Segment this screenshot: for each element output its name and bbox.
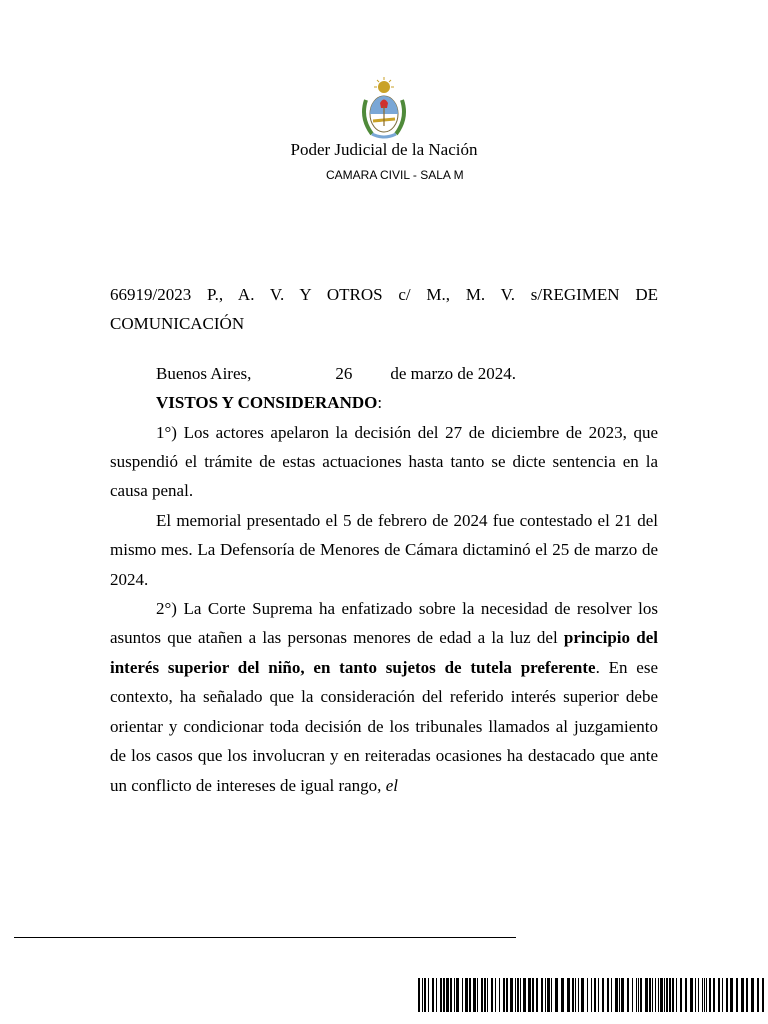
barcode-bar [547,978,550,1012]
barcode-bar [704,978,705,1012]
barcode-bar [487,978,488,1012]
document-body [110,280,658,800]
barcode-bar [456,978,459,1012]
barcode-bar [660,978,663,1012]
barcode-bar [730,978,733,1012]
barcode-bar [587,978,588,1012]
barcode-bar [440,978,442,1012]
barcode-bar [532,978,534,1012]
chamber-name: CAMARA CIVIL - SALA M [326,168,464,182]
barcode-bar [517,978,519,1012]
barcode-bar [528,978,531,1012]
barcode-bar [567,978,570,1012]
barcode-bar [751,978,754,1012]
barcode-bar [638,978,639,1012]
barcode-bar [736,978,738,1012]
barcode-bar [499,978,500,1012]
heading-text: VISTOS Y CONSIDERANDO [156,393,378,413]
barcode-bar [591,978,592,1012]
barcode-bar [649,978,651,1012]
barcode-bar [446,978,449,1012]
coat-of-arms-icon [358,76,410,142]
paragraph-3-italic: el [385,775,398,795]
barcode-bar [602,978,604,1012]
barcode-bar [672,978,674,1012]
barcode-bar [632,978,633,1012]
case-title: 66919/2023 P., A. V. Y OTROS c/ M., M. V. s/REGIMEN DE COMUNICACIÓN [110,285,658,334]
barcode-bar [432,978,434,1012]
barcode-bar [652,978,653,1012]
barcode-bar [484,978,486,1012]
footer-rule [14,937,516,938]
barcode-bar [611,978,612,1012]
barcode-bar [746,978,748,1012]
paragraph-1: 1°) Los actores apelaron la decisión del 27 de diciembre de 2023, que suspendió el trámite de estas actuaciones hasta tanto se dicte sentencia en la causa penal. [110,422,658,501]
barcode-bar [621,978,624,1012]
barcode-bar [545,978,546,1012]
sun-icon [374,77,394,93]
barcode-bar [615,978,618,1012]
barcode-bar [481,978,483,1012]
paragraph-2: El memorial presentado el 5 de febrero de 2024 fue contestado el 21 del mismo mes. La Defensoría de Menores de Cámara dictaminó el 25 de marzo de 2024. [110,510,658,589]
barcode-bar [469,978,471,1012]
barcode-bar [664,978,665,1012]
date-line [110,359,658,388]
barcode-bar [418,978,420,1012]
barcode-bar [491,978,493,1012]
barcode-bar [726,978,728,1012]
date-city: Buenos Aires, [156,363,252,383]
barcode-bar [541,978,543,1012]
barcode-bar [685,978,687,1012]
barcode-bar [506,978,508,1012]
barcode-bar [702,978,703,1012]
barcode-bar [572,978,574,1012]
barcode-bar [607,978,609,1012]
barcode-bar [428,978,429,1012]
heading-colon: : [377,393,383,413]
paragraph-3-part-a: 2°) La Corte Suprema ha enfatizado sobre la necesidad de resolver los asuntos que atañen a las personas menores de edad a la luz del [110,599,658,648]
date-rest: de marzo de 2024. [390,363,516,383]
barcode-bar [709,978,711,1012]
barcode-bar [450,978,452,1012]
barcode-bar [695,978,696,1012]
barcode-bar [722,978,723,1012]
barcode-bar [741,978,744,1012]
institution-name: Poder Judicial de la Nación [290,140,478,159]
barcode-bar [669,978,671,1012]
barcode-bar [495,978,496,1012]
barcode-bar [598,978,599,1012]
barcode-bar [436,978,437,1012]
barcode-bar [698,978,699,1012]
date-day: 26 [335,363,353,383]
paragraph-3-part-b: . En ese contexto, ha señalado que la consideración del referido interés superior debe orientar y condicionar toda decisión de los tribunales llamados al juzgamiento de los casos que los involucran y en reiteradas ocasiones ha destacado que ante un conflicto de intereses de igual rango, [110,657,658,795]
barcode-bar [718,978,720,1012]
barcode-bar [676,978,677,1012]
barcode-bar [658,978,659,1012]
barcode-bar [424,978,426,1012]
barcode-bar [422,978,423,1012]
barcode-bar [551,978,552,1012]
barcode-bar [454,978,455,1012]
barcode-bar [645,978,648,1012]
barcode-bar [555,978,558,1012]
barcode-bar [619,978,620,1012]
barcode-bar [575,978,576,1012]
paragraph-3 [110,594,658,800]
barcode-bar [757,978,759,1012]
section-heading [110,388,658,417]
barcode-bar [465,978,468,1012]
barcode-bar [523,978,526,1012]
paragraph-3-bold: principio del interés superior del niño, en tanto sujetos de tutela preferente [110,628,658,677]
barcode-bar [520,978,521,1012]
barcode-bar [636,978,637,1012]
barcode-bar [581,978,584,1012]
barcode-bar [510,978,513,1012]
barcode-bar [594,978,596,1012]
barcode-bar [640,978,642,1012]
barcode-bar [462,978,463,1012]
barcode-bar [561,978,564,1012]
barcode-bar [762,978,764,1012]
barcode-bar [578,978,579,1012]
barcode-bar [503,978,505,1012]
barcode-bar [536,978,538,1012]
barcode-icon [418,978,764,1012]
barcode-bar [627,978,629,1012]
barcode-bar [477,978,478,1012]
barcode-bar [515,978,516,1012]
barcode-bar [666,978,668,1012]
barcode-bar [655,978,656,1012]
barcode-bar [680,978,682,1012]
barcode-bar [473,978,476,1012]
barcode-bar [690,978,693,1012]
barcode-bar [706,978,707,1012]
barcode-bar [713,978,715,1012]
barcode-bar [443,978,445,1012]
